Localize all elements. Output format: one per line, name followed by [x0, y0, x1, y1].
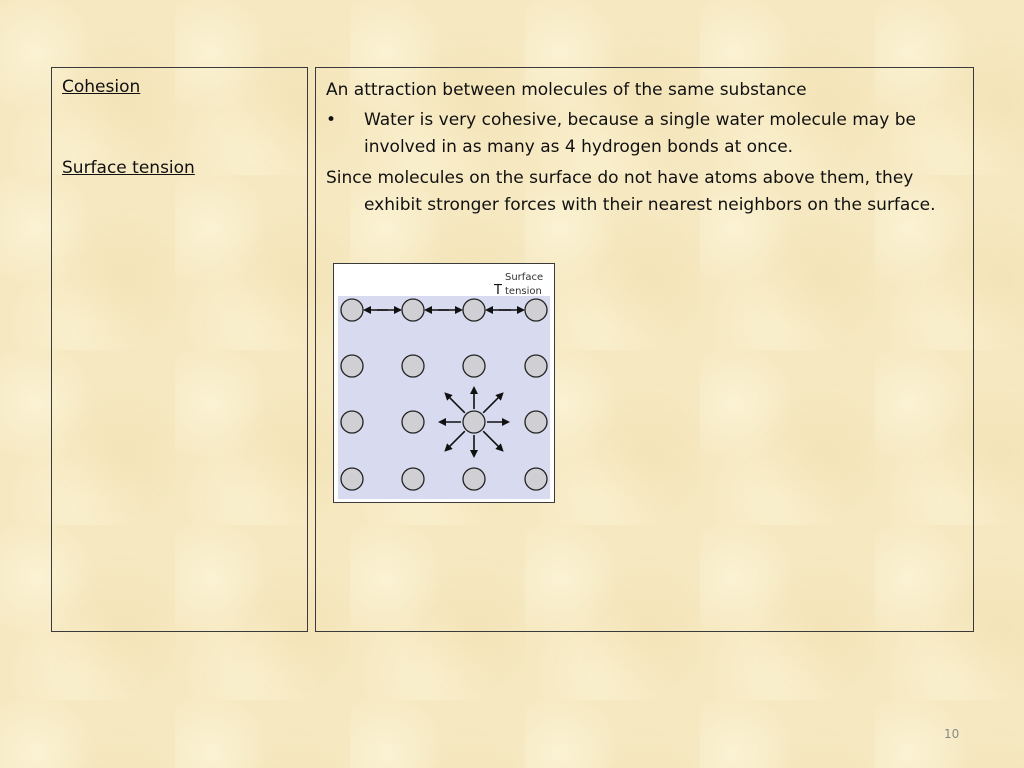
molecule: [402, 299, 424, 321]
water-region: [338, 296, 550, 499]
molecule: [463, 411, 485, 433]
term-surface-tension: Surface tension: [62, 158, 195, 178]
page-number: 10: [944, 727, 960, 741]
bullet-text: Water is very cohesive, because a single water molecule may be involved in as many as 4 hydrogen bonds at once.: [364, 110, 916, 157]
molecule: [463, 355, 485, 377]
molecule: [402, 355, 424, 377]
definitions-text: [326, 77, 966, 219]
molecule: [341, 299, 363, 321]
bullet-marker: •: [326, 110, 337, 130]
molecule: [341, 411, 363, 433]
label-tension: tension: [505, 286, 542, 297]
term-cohesion: Cohesion: [62, 77, 141, 97]
label-surface: Surface: [505, 272, 544, 283]
surface-tension-diagram: [333, 263, 555, 503]
molecule: [525, 299, 547, 321]
bullet-item: [326, 107, 966, 161]
molecule: [341, 468, 363, 490]
molecule: [525, 468, 547, 490]
surface-tension-definition: Since molecules on the surface do not have atoms above them, they exhibit stronger forces with their nearest neighbors on the surface.: [326, 168, 936, 215]
molecule: [402, 411, 424, 433]
tension-symbol: T: [494, 283, 502, 298]
molecule: [525, 411, 547, 433]
molecule: [341, 355, 363, 377]
cohesion-definition: An attraction between molecules of the same substance: [326, 80, 807, 100]
molecule: [463, 468, 485, 490]
molecule: [525, 355, 547, 377]
molecule: [463, 299, 485, 321]
diagram-svg: [334, 264, 554, 502]
molecule: [402, 468, 424, 490]
terms-column: [51, 67, 308, 632]
